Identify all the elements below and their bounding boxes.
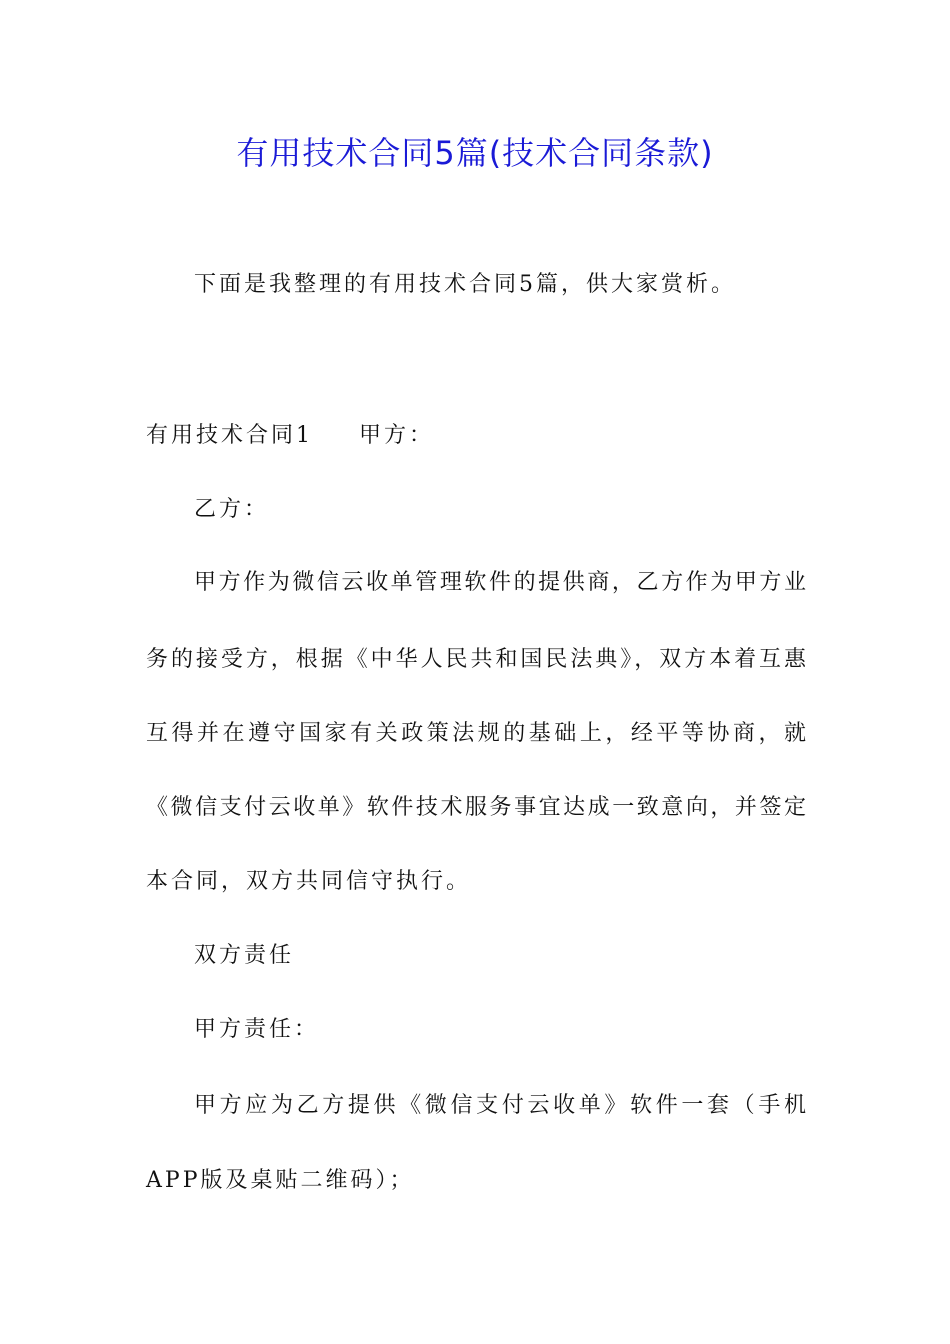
party-a-responsibilities: 甲方责任：	[194, 1017, 320, 1042]
paragraph1-line-4: 《微信支付云收单》软件技术服务事宜达成一致意向，并签定	[146, 795, 806, 820]
party-a-label: 甲方：	[359, 423, 435, 448]
item1-line-1: 甲方应为乙方提供《微信支付云收单》软件一套（手机	[194, 1093, 806, 1118]
document-title: 有用技术合同5篇(技术合同条款)	[236, 134, 714, 172]
paragraph1-line-2: 务的接受方，根据《中华人民共和国民法典》，双方本着互惠	[146, 647, 806, 672]
section-heading-line	[146, 421, 806, 451]
item1-line-2: APP版及桌贴二维码）；	[146, 1168, 415, 1193]
section-heading: 有用技术合同1	[146, 423, 313, 448]
responsibilities-heading: 双方责任	[194, 943, 295, 968]
paragraph1-line-5: 本合同，双方共同信守执行。	[146, 869, 472, 894]
paragraph1-line-1: 甲方作为微信云收单管理软件的提供商，乙方作为甲方业	[194, 570, 806, 595]
intro-paragraph: 下面是我整理的有用技术合同5篇，供大家赏析。	[194, 272, 736, 297]
paragraph1-line-3: 互得并在遵守国家有关政策法规的基础上，经平等协商，就	[146, 721, 806, 746]
party-b-label: 乙方：	[194, 497, 270, 522]
